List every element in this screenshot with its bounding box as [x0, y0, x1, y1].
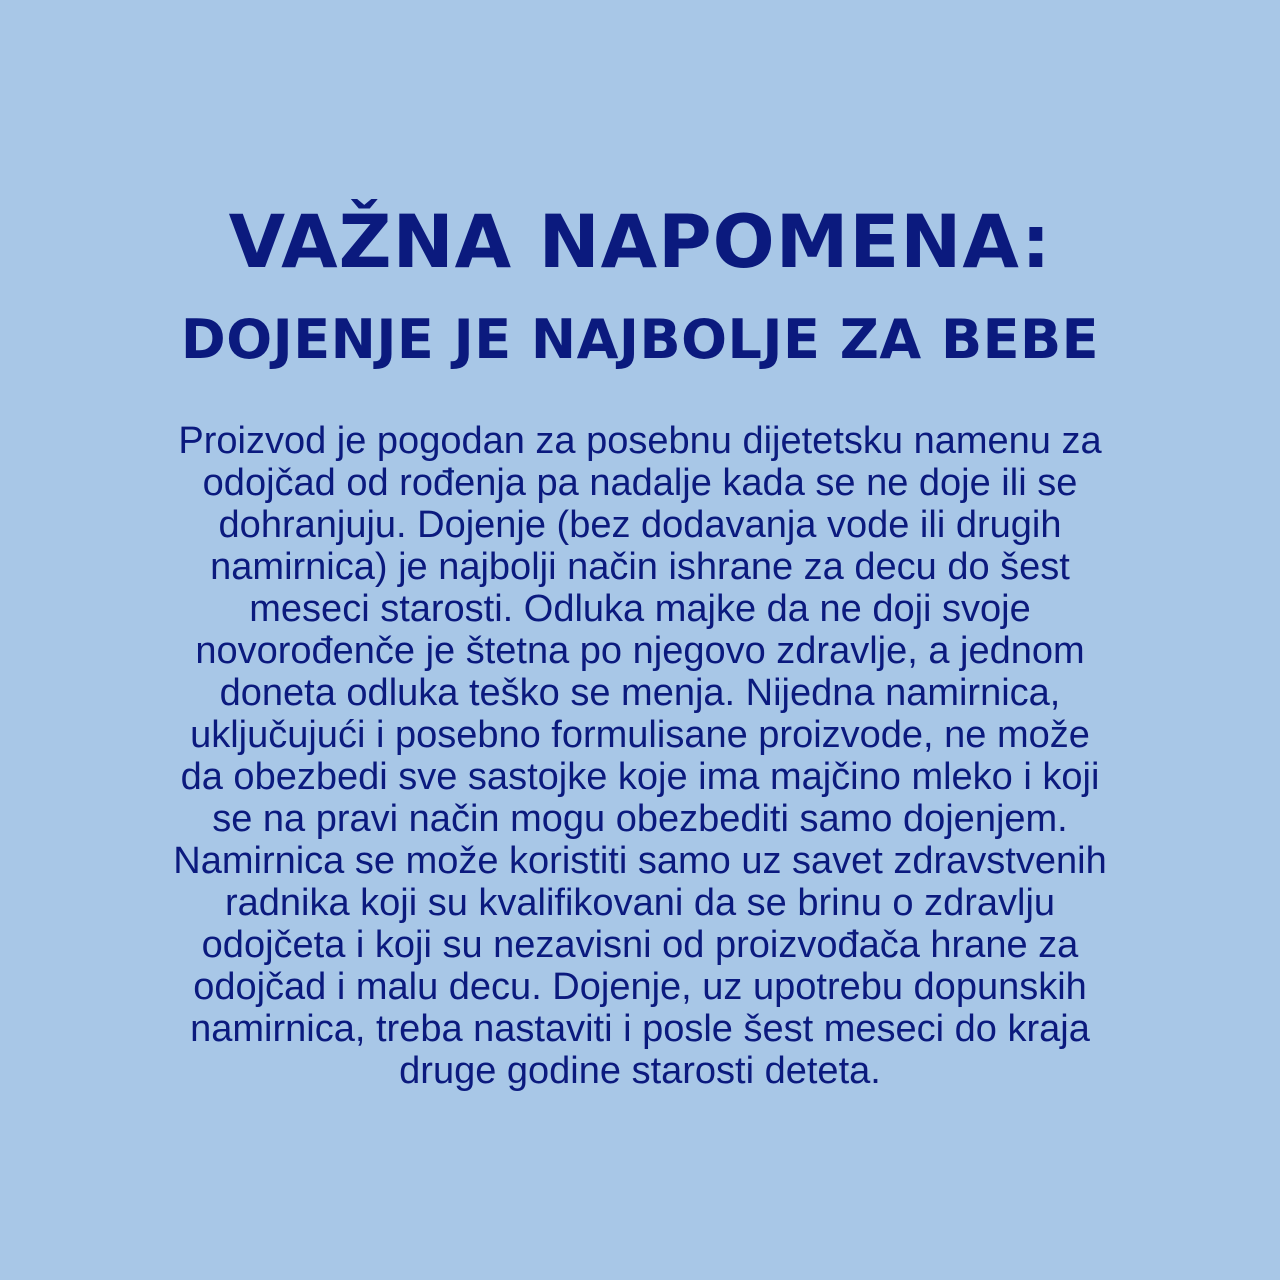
body-line: druge godine starosti deteta.	[399, 1050, 881, 1092]
notice-subtitle: DOJENJE JE NAJBOLJE ZA BEBE	[180, 308, 1100, 371]
body-line: odojčad od rođenja pa nadalje kada se ne doje ili se	[202, 462, 1078, 504]
notice-body	[0, 420, 1280, 1092]
body-line: namirnica) je najbolji način ishrane za decu do šest	[210, 546, 1070, 588]
body-line: radnika koji su kvalifikovani da se brinu o zdravlju	[224, 882, 1056, 924]
body-line: dohranjuju. Dojenje (bez dodavanja vode ili drugih	[218, 504, 1062, 546]
body-line: se na pravi način mogu obezbediti samo dojenjem.	[212, 798, 1068, 840]
body-line: odojčad i malu decu. Dojenje, uz upotrebu dopunskih	[193, 966, 1087, 1008]
body-line: Proizvod je pogodan za posebnu dijetetsku namenu za	[178, 420, 1102, 462]
body-line: uključujući i posebno formulisane proizvode, ne može	[190, 714, 1090, 756]
body-line: odojčeta i koji su nezavisni od proizvođača hrane za	[201, 924, 1079, 966]
body-line: meseci starosti. Odluka majke da ne doji svoje	[249, 588, 1031, 630]
body-line: Namirnica se može koristiti samo uz savet zdravstvenih	[173, 840, 1107, 882]
body-line: doneta odluka teško se menja. Nijedna namirnica,	[219, 672, 1061, 714]
notice-title: VAŽNA NAPOMENA:	[228, 200, 1052, 285]
body-line: namirnica, treba nastaviti i posle šest meseci do kraja	[190, 1008, 1090, 1050]
body-line: novorođenče je štetna po njegovo zdravlje, a jednom	[195, 630, 1085, 672]
body-line: da obezbedi sve sastojke koje ima majčino mleko i koji	[180, 756, 1100, 798]
